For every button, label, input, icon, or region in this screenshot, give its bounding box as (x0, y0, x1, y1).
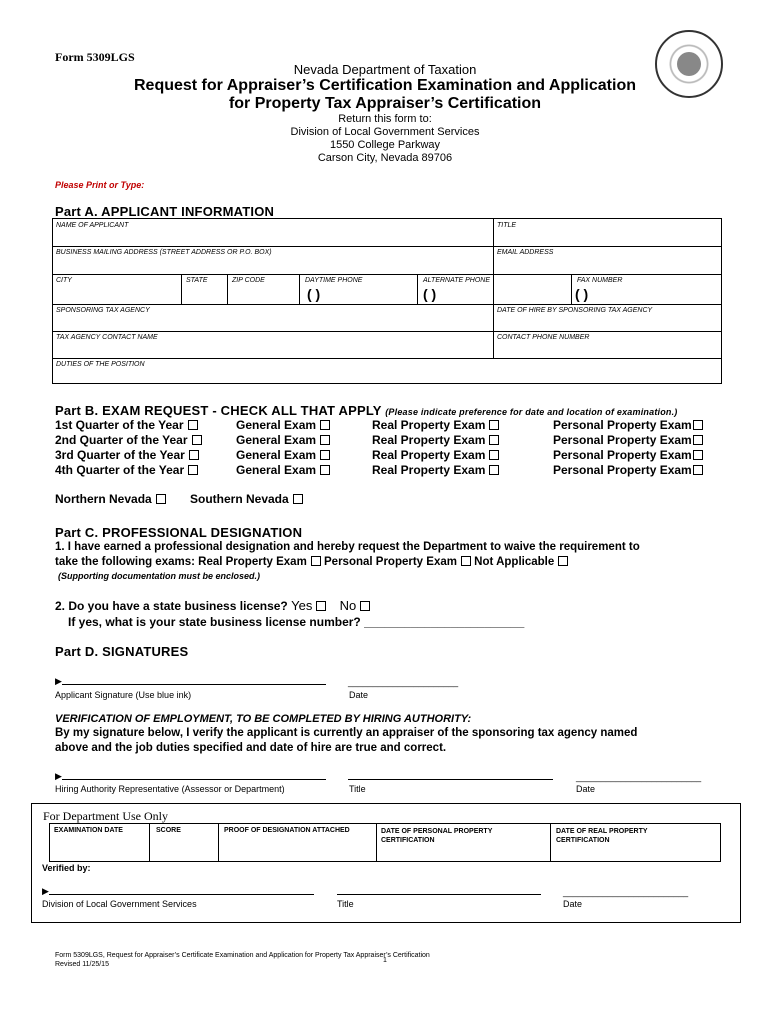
name-of-applicant-field[interactable]: NAME OF APPLICANT (56, 222, 129, 229)
checkbox-icon[interactable] (489, 465, 499, 475)
part-c-item1-line1: 1. I have earned a professional designation and hereby request the Department to waive the requirement to (55, 541, 640, 553)
checkbox-icon[interactable] (489, 435, 499, 445)
supporting-doc-note: (Supporting documentation must be enclosed.) (58, 571, 261, 581)
checkbox-icon[interactable] (192, 435, 202, 445)
score-column: SCORE (156, 827, 181, 834)
quarter-option[interactable]: 3rd Quarter of the Year (55, 448, 202, 463)
arrow-icon: ▶ (42, 886, 49, 896)
arrow-icon: ▶ (55, 676, 62, 686)
footer-page-number: 1 (383, 957, 387, 964)
city-field[interactable]: CITY (56, 277, 72, 284)
quarter-option[interactable]: 4th Quarter of the Year (55, 463, 202, 478)
real-property-cert-column: DATE OF REAL PROPERTY CERTIFICATION (556, 828, 648, 844)
quarter-list (55, 418, 202, 478)
exam-date-column: EXAMINATION DATE (54, 827, 123, 834)
applicant-signature-label: Applicant Signature (Use blue ink) (55, 690, 192, 700)
verification-heading: VERIFICATION OF EMPLOYMENT, TO BE COMPLETED BY HIRING AUTHORITY: (55, 713, 472, 725)
checkbox-icon[interactable] (293, 494, 303, 504)
part-b-title: Part B. EXAM REQUEST - CHECK ALL THAT APPLY (55, 403, 382, 418)
form-title-line2: for Property Tax Appraiser’s Certification (228, 95, 542, 112)
form-number: Form 5309LGS (55, 50, 135, 64)
personal-property-exam-option[interactable]: Personal Property Exam (553, 448, 703, 463)
sponsoring-agency-field[interactable]: SPONSORING TAX AGENCY (56, 307, 150, 314)
personal-property-cert-column: DATE OF PERSONAL PROPERTY CERTIFICATION (381, 828, 493, 844)
verification-line1: By my signature below, I verify the applicant is currently an appraiser of the sponsoring tax agency named (55, 727, 638, 739)
checkbox-icon[interactable] (320, 420, 330, 430)
hiring-signature-line[interactable] (62, 779, 326, 780)
division-title-line[interactable] (337, 894, 541, 895)
personal-property-exam-option[interactable]: Personal Property Exam (553, 418, 703, 433)
business-address-field[interactable]: BUSINESS MAILING ADDRESS (STREET ADDRESS OR P.O. BOX) (56, 249, 272, 256)
division-title-label: Title (337, 899, 354, 909)
arrow-icon: ▶ (55, 771, 62, 781)
checkbox-icon[interactable] (189, 450, 199, 460)
quarter-option[interactable]: 2nd Quarter of the Year (55, 433, 202, 448)
hiring-title-label: Title (349, 784, 366, 794)
duties-field[interactable]: DUTIES OF THE POSITION (56, 361, 145, 368)
proof-of-designation-column: PROOF OF DESIGNATION ATTACHED (224, 827, 350, 834)
southern-nevada-option[interactable]: Southern Nevada (190, 492, 303, 506)
part-a-heading: Part A. APPLICANT INFORMATION (55, 204, 275, 219)
checkbox-icon[interactable] (188, 420, 198, 430)
checkbox-icon[interactable] (558, 556, 568, 566)
part-b-note: (Please indicate preference for date and location of examination.) (385, 407, 678, 417)
hiring-rep-label: Hiring Authority Representative (Assessor or Department) (55, 784, 285, 794)
real-property-exam-list (372, 418, 499, 478)
checkbox-icon[interactable] (693, 420, 703, 430)
email-field[interactable]: EMAIL ADDRESS (497, 249, 554, 256)
personal-property-exam-list (553, 418, 703, 478)
hiring-date-label: Date (576, 784, 596, 794)
general-exam-option[interactable]: General Exam (236, 418, 330, 433)
real-property-exam-option[interactable]: Real Property Exam (372, 448, 499, 463)
verified-by-label: Verified by: (42, 863, 91, 873)
applicant-date-label: Date (349, 690, 369, 700)
division-signature-line[interactable] (49, 894, 314, 895)
date-of-hire-field[interactable]: DATE OF HIRE BY SPONSORING TAX AGENCY (497, 307, 653, 314)
real-property-exam-option[interactable]: Real Property Exam (372, 463, 499, 478)
hiring-date-line[interactable]: _________________________ (576, 772, 702, 782)
part-d-heading: Part D. SIGNATURES (55, 644, 189, 659)
agency-contact-field[interactable]: TAX AGENCY CONTACT NAME (56, 334, 158, 341)
division-date-line[interactable]: _________________________ (563, 887, 689, 897)
contact-phone-field[interactable]: CONTACT PHONE NUMBER (497, 334, 590, 341)
checkbox-icon[interactable] (489, 420, 499, 430)
checkbox-icon[interactable] (320, 465, 330, 475)
part-c-item1-line2: take the following exams: Real Property Exam Personal Property Exam Not Applicable (55, 556, 568, 568)
quarter-option[interactable]: 1st Quarter of the Year (55, 418, 202, 433)
print-note: Please Print or Type: (55, 180, 145, 190)
checkbox-icon[interactable] (693, 465, 703, 475)
checkbox-icon[interactable] (489, 450, 499, 460)
return-to: Return this form to: (338, 113, 432, 125)
department-use-table (49, 823, 721, 862)
division-label: Division of Local Government Services (42, 899, 197, 909)
checkbox-icon[interactable] (188, 465, 198, 475)
applicant-date-line[interactable]: ______________________ (348, 677, 459, 687)
verification-line2: above and the job duties specified and date of hire are true and correct. (55, 742, 447, 754)
checkbox-icon[interactable] (156, 494, 166, 504)
checkbox-icon[interactable] (320, 435, 330, 445)
applicant-signature-line[interactable] (62, 684, 326, 685)
footer-form-title: Form 5309LGS, Request for Appraiser’s Certificate Examination and Application for Property Tax Appraiser’s Certification (55, 952, 430, 959)
daytime-phone-field[interactable]: DAYTIME PHONE (305, 277, 363, 284)
no-checkbox-icon[interactable] (360, 601, 370, 611)
department-name: Nevada Department of Taxation (293, 62, 477, 77)
return-city: Carson City, Nevada 89706 (317, 152, 453, 164)
business-license-question: 2. Do you have a state business license? Yes No (55, 598, 370, 613)
alternate-phone-paren: ( ) (423, 286, 437, 302)
footer-revised: Revised 11/25/15 (55, 961, 109, 968)
title-field[interactable]: TITLE (497, 222, 517, 229)
part-c-heading: Part C. PROFESSIONAL DESIGNATION (55, 525, 303, 540)
division-date-label: Date (563, 899, 583, 909)
department-use-heading: For Department Use Only (43, 809, 168, 823)
checkbox-icon[interactable] (461, 556, 471, 566)
northern-nevada-option[interactable]: Northern Nevada (55, 492, 166, 506)
checkbox-icon[interactable] (693, 435, 703, 445)
license-number-field[interactable]: If yes, what is your state business license number? ________________________ (68, 615, 525, 629)
applicant-info-table (52, 218, 722, 384)
form-title-line1: Request for Appraiser’s Certification Examination and Application (133, 77, 636, 94)
general-exam-list (236, 418, 330, 478)
checkbox-icon[interactable] (320, 450, 330, 460)
fax-field[interactable]: FAX NUMBER (577, 277, 623, 284)
alternate-phone-field[interactable]: ALTERNATE PHONE (423, 277, 491, 284)
personal-property-exam-option[interactable]: Personal Property Exam (553, 463, 703, 478)
daytime-phone-paren: ( ) (307, 286, 321, 302)
return-street: 1550 College Parkway (329, 139, 441, 151)
real-property-exam-option[interactable]: Real Property Exam (372, 418, 499, 433)
zip-field[interactable]: ZIP CODE (232, 277, 265, 284)
personal-property-exam-option[interactable]: Personal Property Exam (553, 433, 703, 448)
real-property-exam-option[interactable]: Real Property Exam (372, 433, 499, 448)
part-b-heading (55, 403, 678, 418)
checkbox-icon[interactable] (311, 556, 321, 566)
hiring-title-line[interactable] (348, 779, 553, 780)
return-division: Division of Local Government Services (290, 126, 480, 138)
state-field[interactable]: STATE (186, 277, 208, 284)
checkbox-icon[interactable] (693, 450, 703, 460)
general-exam-option[interactable]: General Exam (236, 448, 330, 463)
yes-checkbox-icon[interactable] (316, 601, 326, 611)
general-exam-option[interactable]: General Exam (236, 433, 330, 448)
general-exam-option[interactable]: General Exam (236, 463, 330, 478)
fax-paren: ( ) (575, 286, 589, 302)
